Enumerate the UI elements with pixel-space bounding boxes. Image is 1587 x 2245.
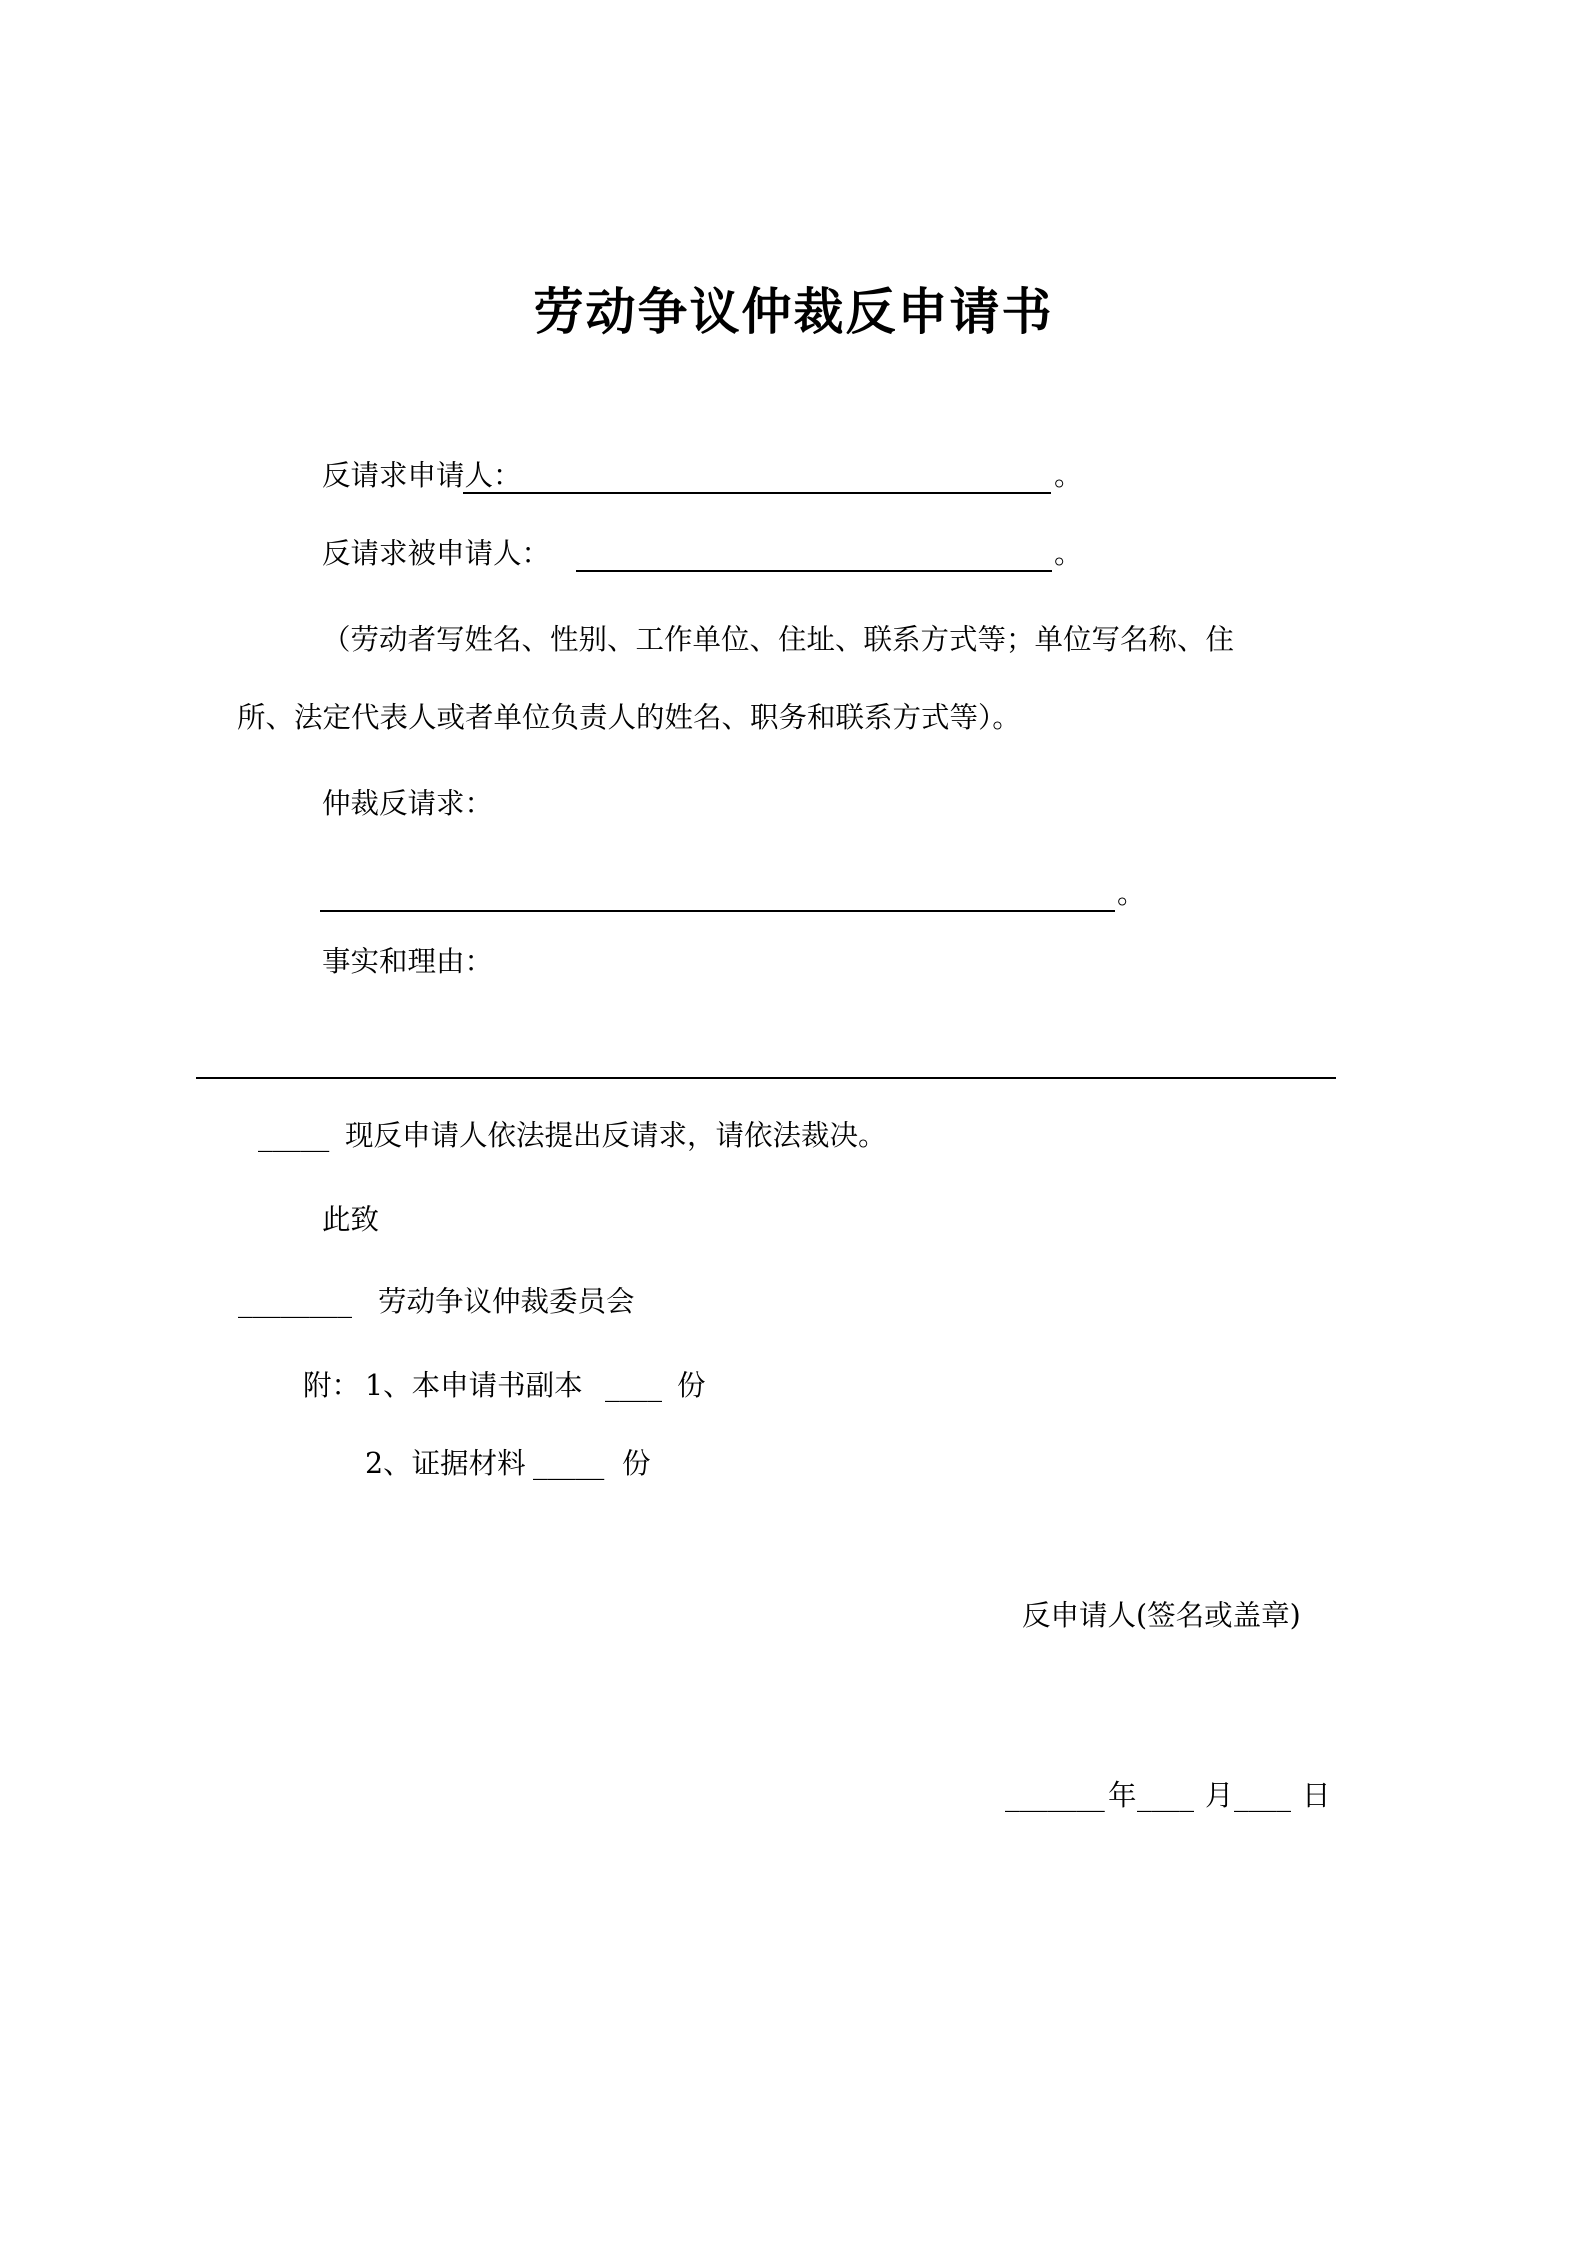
date-month-blank[interactable]: ____ (1137, 1779, 1194, 1812)
attachments-label: 附： (303, 1369, 361, 1402)
arbitration-claim-period: 。 (1117, 877, 1146, 910)
note-line-1: （劳动者写姓名、性别、工作单位、住址、联系方式等；单位写名称、住 (322, 623, 1235, 656)
applicant-label: 反请求申请人： (322, 459, 522, 492)
committee-name: 劳动争议仲裁委员会 (378, 1285, 635, 1318)
applicant-period: 。 (1054, 459, 1083, 492)
attachment-item-2-prefix: 2、证据材料 (365, 1447, 526, 1480)
arbitration-claim-blank-rule[interactable] (320, 910, 1115, 912)
note-line-2: 所、法定代表人或者单位负责人的姓名、职务和联系方式等）。 (237, 701, 1021, 734)
date-day-blank[interactable]: ____ (1234, 1779, 1291, 1812)
page-title: 劳动争议仲裁反申请书 (533, 282, 1054, 341)
signature-label: 反申请人(签名或盖章) (1022, 1599, 1301, 1632)
committee-blank[interactable]: ________ (238, 1285, 352, 1318)
date-month-label: 月 (1205, 1779, 1234, 1812)
attachment-item-2-suffix: 份 (622, 1447, 651, 1480)
facts-blank-rule[interactable] (196, 1077, 1336, 1079)
respondent-blank-rule[interactable] (576, 570, 1052, 572)
attachment-item-2-blank[interactable]: _____ (533, 1447, 605, 1480)
conclusion-text: 现反申请人依法提出反请求，请依法裁决。 (345, 1119, 887, 1152)
conclusion-blank[interactable]: _____ (258, 1119, 330, 1152)
date-day-label: 日 (1302, 1779, 1331, 1812)
facts-heading: 事实和理由： (322, 945, 494, 978)
applicant-blank-rule[interactable] (463, 492, 1051, 494)
attachment-item-1-prefix: 1、本申请书副本 (365, 1369, 583, 1402)
salutation: 此致 (322, 1203, 380, 1236)
date-year-label: 年 (1108, 1779, 1137, 1812)
respondent-period: 。 (1054, 537, 1083, 570)
arbitration-claim-heading: 仲裁反请求： (322, 787, 494, 820)
date-year-blank[interactable]: _______ (1005, 1779, 1105, 1812)
respondent-label: 反请求被申请人： (322, 537, 551, 570)
attachment-item-1-blank[interactable]: ____ (605, 1369, 662, 1402)
attachment-item-1-suffix: 份 (677, 1369, 706, 1402)
